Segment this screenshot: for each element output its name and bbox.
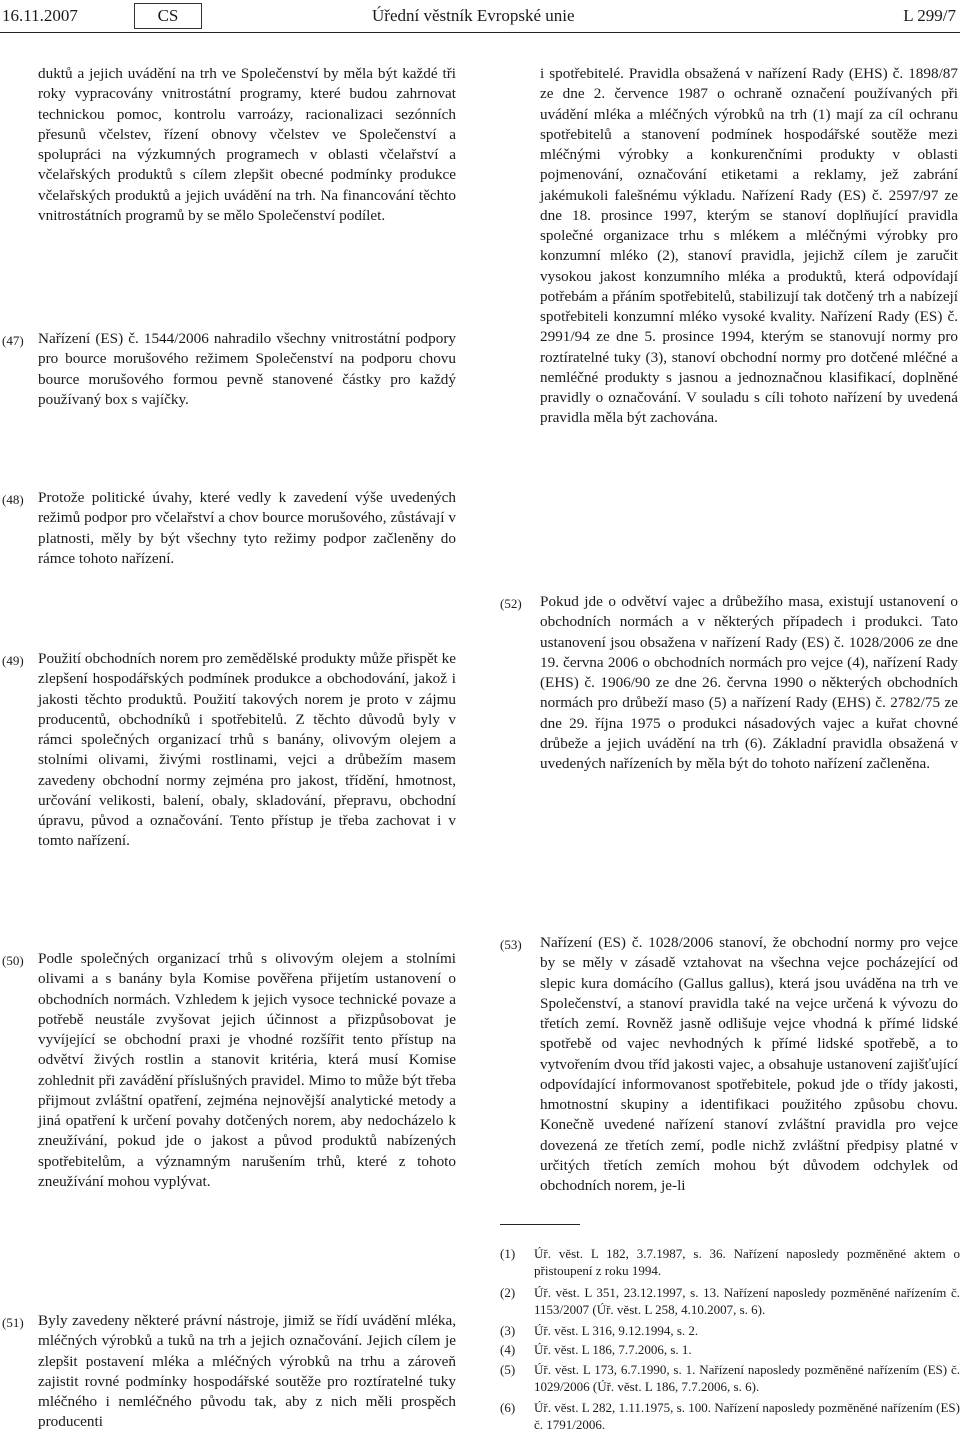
recital-text: Protože politické úvahy, které vedly k zavedení výše uvedených režimů podpor pro včelařství a chov bource morušového, zůstávají v platnosti, měly by být všechny tyto režimy podpor začleněny do rámce tohoto nařízení. bbox=[38, 489, 456, 567]
footnote-text: Úř. věst. L 282, 1.11.1975, s. 100. Nařízení naposledy pozměněné nařízením (ES) č. 1791/2006. bbox=[534, 1400, 960, 1432]
footnote-number: (6) bbox=[500, 1400, 516, 1415]
recital-number: (48) bbox=[2, 492, 24, 507]
footnote-rule bbox=[500, 1224, 580, 1225]
footnote-text: Úř. věst. L 351, 23.12.1997, s. 13. Nařízení naposledy pozměněné nařízením č. 1153/2007 (Úř. věst. L 258, 4.10.2007, s. 6). bbox=[534, 1285, 960, 1317]
recital-number: (50) bbox=[2, 953, 24, 968]
footnote-text: Úř. věst. L 316, 9.12.1994, s. 2. bbox=[534, 1323, 699, 1338]
recital-number: (51) bbox=[2, 1315, 24, 1330]
footnote-text: Úř. věst. L 186, 7.7.2006, s. 1. bbox=[534, 1342, 692, 1357]
footnote-number: (2) bbox=[500, 1285, 516, 1300]
continuation-paragraph: i spotřebitelé. Pravidla obsažená v nařízení Rady (EHS) č. 1898/87 ze dne 2. července 1987 o ochraně označení používaných při uvádění mléka a mléčných výrobků na trh (1) mají za cíl ochranu spotřebitelů a stanovení podmínek hospodářské soutěže mezi mléčnými výrobky a konkurenčními produkty v oblasti pojmenování, označování etiketami a reklamy, jež zabrání jakémukoli falešnému výkladu. Nařízení Rady (ES) č. 2597/97 ze dne 18. prosince 1997, kterým se stanoví doplňující pravidla společné organizace trhu s mlékem a mléčnými výrobky pro konzumní mléko (2), stanoví pravidla, jejichž cílem je zaručit vysokou jakost konzumního mléka a produktů, která odpovídají potřebám a přáním spotřebitelů, stabilizují tak dotčený trh a nabízejí spotřebiteli konzumní mléko vysoké kvality. Nařízení Rady (ES) č. 2991/94 ze dne 5. prosince 1994, kterým se stanovují normy pro roztíratelné tuky (3), stanoví obchodní normy pro dotčené mléčné a nemléčné produkty s jasnou a jednoznačnou klasifikací, doplněné pravidly o označování. V souladu s cíli tohoto nařízení by uvedená pravidla měla být zachována. bbox=[540, 65, 958, 427]
journal-header bbox=[0, 0, 960, 34]
footnote-number: (5) bbox=[500, 1362, 516, 1377]
recital-number: (49) bbox=[2, 653, 24, 668]
intro-paragraph: duktů a jejich uvádění na trh ve Společenství by měla být každé tři roky vypracovány vnitrostátní programy, které budou zahrnovat technickou pomoc, kontrolu varroázy, racionalizaci sezónních přesunů včelstev, řízení obnovy včelstev ve Společenství a spolupráci na výzkumných programech v oblasti včelařství a včelařských produktů s cílem zlepšit obecné podmínky produkce včelařských produktů a jejich uvádění na trh. Na financování těchto vnitrostátních programů by se mělo Společenství podílet. bbox=[38, 65, 456, 224]
recital-text: Byly zavedeny některé právní nástroje, jimiž se řídí uvádění mléka, mléčných výrobků a tuků na trh a jejich označování. Jejich cílem je zlepšit postavení mléka a mléčných výrobků na trhu a zároveň zajistit rovné podmínky hospodářské soutěže pro roztíratelné tuky mléčného i nemléčného původu tak, aby z nich měli prospěch producenti bbox=[38, 1312, 456, 1431]
footnote-text: Úř. věst. L 182, 3.7.1987, s. 36. Nařízení naposledy pozměněné aktem o přistoupení z roku 1994. bbox=[534, 1246, 960, 1278]
page-reference: L 299/7 bbox=[903, 6, 956, 25]
recital-text: Nařízení (ES) č. 1028/2006 stanoví, že obchodní normy pro vejce by se měly v zásadě vztahovat na všechna vejce pocházející od slepic kura domácího (Gallus gallus), která jsou uváděna na trh ve Společenství, a stanoví pravidla také na vejce určená k vývozu do třetích zemí. Rovněž jasně odlišuje vejce vhodná k přímé lidské spotřebě od vajec nevhodných k přímé lidské spotřebě, a to vytvořením dvou tříd jakosti vajec, a obsahuje ustanovení zajišťující odpovídající informovanost spotřebitele, pokud jde o třídy jakosti, hmotnostní skupiny a identifikaci použitého způsobu chovu. Konečně uvedené nařízení stanoví zvláštní pravidla pro vejce dovezená ze třetích zemí, podle nichž zvláštní předpisy platné v určitých třetích zemích mohou být důvodem odchylek od obchodních norem, je-li bbox=[540, 934, 958, 1194]
recital-number: (47) bbox=[2, 333, 24, 348]
recital-text: Použití obchodních norem pro zemědělské produkty může přispět ke zlepšení hospodářských podmínek produkce a obchodování, jakož i jakosti těchto produktů. Použití takových norem je proto v zájmu producentů, obchodníků i spotřebitelů. Z těchto důvodů byly v rámci společných organizací trhů s banány, olivovým olejem a stolními olivami, živými rostlinami, vejci a drůbežím masem zavedeny obchodní normy zejména pro jakost, třídění, hmotnost, určování velikosti, balení, obaly, skladování, přepravu, obchodní úpravu, původ a označování. Tento přístup je třeba zachovat i v tomto nařízení. bbox=[38, 650, 456, 850]
footnote-number: (1) bbox=[500, 1246, 516, 1261]
header-rule bbox=[0, 32, 960, 33]
footnote-number: (3) bbox=[500, 1323, 516, 1338]
recital-number: (52) bbox=[500, 596, 522, 611]
publication-date: 16.11.2007 bbox=[2, 6, 78, 25]
language-badge: CS bbox=[134, 3, 202, 29]
recital-number: (53) bbox=[500, 937, 522, 952]
footnote-number: (4) bbox=[500, 1342, 516, 1357]
recital-text: Podle společných organizací trhů s olivovým olejem a stolními olivami a s banány byla Komise pověřena přijetím ustanovení o obchodních normách. Vzhledem k jejich vysoce technické povaze a potřebě neustále zvyšovat jejich účinnost a přizpůsobovat je vyvíjející se obchodní praxi je vhodné rozšířit tento přístup na odvětví živých rostlin a stanovit kritéria, která musí Komise zohlednit při zavádění příslušných pravidel. Mimo to může být třeba přijmout zvláštní opatření, zejména nejnovější analytické metody a jiná opatření k určení povahy dotčených norem, aby nedocházelo k zneužívání, pokud jde o jakost a původ produktů nabízených spotřebitelům, a významným narušením trhů, které z tohoto zneužívání mohou vyplývat. bbox=[38, 950, 456, 1190]
footnote-text: Úř. věst. L 173, 6.7.1990, s. 1. Nařízení naposledy pozměněné nařízením (ES) č. 1029/2006 (Úř. věst. L 186, 7.7.2006, s. 6). bbox=[534, 1362, 960, 1394]
journal-title: Úřední věstník Evropské unie bbox=[372, 6, 575, 25]
recital-text: Pokud jde o odvětví vajec a drůbežího masa, existují ustanovení o obchodních normách a v některých případech i produkci. Tato ustanovení jsou obsažena v nařízení Rady (ES) č. 1028/2006 ze dne 19. června 2006 o obchodních normách pro vejce (4), nařízení Rady (EHS) č. 1906/90 ze dne 26. června 1990 o některých obchodních normách pro drůbeží maso (5) a nařízení Rady (EHS) č. 2782/75 ze dne 29. října 1975 o produkci násadových vajec a kuřat chovné drůbeže a jejich uvádění na trh (6). Základní pravidla obsažená v uvedených nařízeních by měla být do tohoto nařízení začleněna. bbox=[540, 593, 958, 772]
recital-text: Nařízení (ES) č. 1544/2006 nahradilo všechny vnitrostátní podpory pro bource morušového režimem Společenství na podporu chovu bource morušového formou pevně stanovené částky pro každý používaný box s vajíčky. bbox=[38, 330, 456, 408]
